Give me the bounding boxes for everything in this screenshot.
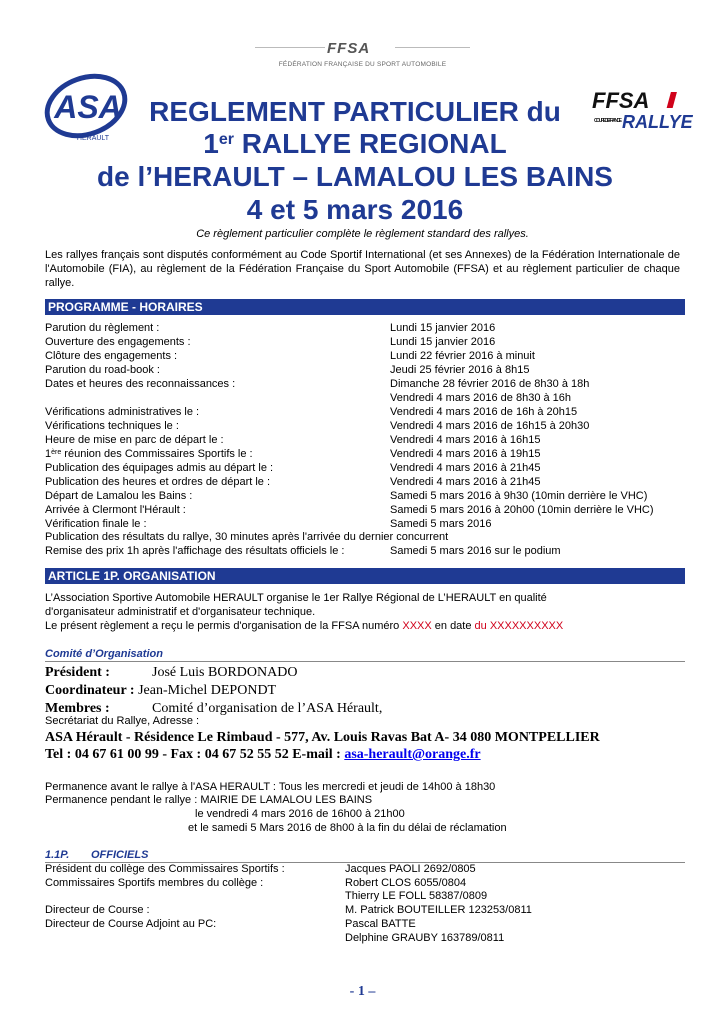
- officiel-name: Delphine GRAUBY 163789/0811: [345, 932, 505, 944]
- programme-row: [45, 518, 685, 532]
- programme-row-value: Vendredi 4 mars 2016 à 21h45: [390, 476, 541, 488]
- permanence-line-1: Permanence avant le rallye à l'ASA HERAULT : Tous les mercredi et jeudi de 14h00 à 18h30: [45, 781, 496, 793]
- intro-paragraph: Les rallyes français sont disputés conformément au Code Sportif International (et ses Annexes) de la Fédération Internationale de l'Automobile (FIA), au règlement de la Fédération Française du Sport Automobile (FFSA) et au règlement particulier de chaque rallye.: [45, 249, 680, 289]
- permit-date: du XXXXXXXXXX: [474, 620, 564, 632]
- officiel-row: [45, 904, 685, 918]
- programme-row: [45, 392, 685, 406]
- contact-line: [45, 746, 481, 764]
- asa-logo-sub: HÉRAULT: [76, 135, 110, 142]
- permanence-line-3: le vendredi 4 mars 2016 de 16h00 à 21h00: [195, 808, 405, 820]
- programme-row-value: Vendredi 4 mars 2016 à 21h45: [390, 462, 541, 474]
- comite-rule: [45, 661, 685, 662]
- president-value: José Luis BORDONADO: [152, 665, 298, 680]
- address-text: ASA Hérault - Résidence Le Rimbaud - 577, Av. Louis Ravas Bat A- 34 080 MONTPELLIER: [45, 730, 600, 745]
- header-rule-right: [395, 47, 470, 48]
- article-line-3-mid: en date: [431, 620, 475, 632]
- officiels-number: 1.1P.: [45, 849, 70, 861]
- programme-results-line: Publication des résultats du rallye, 30 minutes après l'arrivée du dernier concurrent: [45, 531, 449, 543]
- membres-label: Membres :: [45, 701, 110, 716]
- permanence-line-2: Permanence pendant le rallye : MAIRIE DE LAMALOU LES BAINS: [45, 794, 373, 806]
- section-heading-programme: PROGRAMME - HORAIRES: [45, 299, 685, 315]
- programme-row: [45, 448, 685, 462]
- officiel-row: [45, 918, 685, 932]
- programme-prize-row: [45, 545, 685, 559]
- programme-row-label: Clôture des engagements :: [45, 350, 178, 362]
- coordinateur-row: [45, 682, 276, 700]
- officiel-role: Directeur de Course Adjoint au PC:: [45, 918, 217, 930]
- programme-row: [45, 420, 685, 434]
- programme-row-label: Dates et heures des reconnaissances :: [45, 378, 236, 390]
- programme-row-label: [45, 448, 253, 462]
- officiel-row: [45, 877, 685, 891]
- programme-row-value: Samedi 5 mars 2016: [390, 518, 492, 530]
- officiels-title: OFFICIELS: [91, 849, 149, 861]
- asa-logo-text: ASA: [54, 89, 122, 125]
- programme-row-value: Jeudi 25 février 2016 à 8h15: [390, 364, 530, 376]
- officiel-name: Robert CLOS 6055/0804: [345, 877, 467, 889]
- programme-row: [45, 350, 685, 364]
- programme-row: [45, 378, 685, 392]
- officiel-role: Commissaires Sportifs membres du collège :: [45, 877, 264, 889]
- article-line-3-pre: Le présent règlement a reçu le permis d'organisation de la FFSA numéro: [45, 620, 403, 632]
- programme-row-label: Publication des heures et ordres de départ le :: [45, 476, 271, 488]
- programme-row: [45, 406, 685, 420]
- programme-row-value: Vendredi 4 mars 2016 à 16h15: [390, 434, 541, 446]
- programme-row-label-text: réunion des Commissaires Sportifs le :: [61, 448, 253, 460]
- programme-row-value: Lundi 22 février 2016 à minuit: [390, 350, 535, 362]
- programme-row-label: Parution du règlement :: [45, 322, 160, 334]
- secretariat-line: Secrétariat du Rallye, Adresse :: [45, 715, 200, 727]
- title-line-1: REGLEMENT PARTICULIER du: [149, 96, 561, 127]
- officiel-row: [45, 863, 685, 877]
- programme-row-label-sup: ère: [51, 449, 62, 456]
- programme-row-label: Vérifications techniques le :: [45, 420, 179, 432]
- programme-row: [45, 490, 685, 504]
- section-heading-article-1p: ARTICLE 1P. ORGANISATION: [45, 568, 685, 584]
- header-rule-left: [255, 47, 325, 48]
- officiel-role: Président du collège des Commissaires Sportifs :: [45, 863, 285, 875]
- title-line-3: de l’HERAULT – LAMALOU LES BAINS: [97, 161, 613, 192]
- officiel-row: [45, 932, 685, 946]
- programme-row-value: Samedi 5 mars 2016 à 20h00 (10min derrière le VHC): [390, 504, 654, 516]
- programme-row-label: Heure de mise en parc de départ le :: [45, 434, 224, 446]
- programme-row: [45, 504, 685, 518]
- rallye-logo-rallye: RALLYE: [622, 112, 693, 132]
- programme-row-value: Lundi 15 janvier 2016: [390, 336, 496, 348]
- programme-row-value: Dimanche 28 février 2016 de 8h30 à 18h: [390, 378, 590, 390]
- officiel-role: Directeur de Course :: [45, 904, 150, 916]
- address-line: [45, 729, 600, 747]
- programme-row-value: Vendredi 4 mars 2016 de 16h15 à 20h30: [390, 420, 590, 432]
- officiel-name: Jacques PAOLI 2692/0805: [345, 863, 476, 875]
- programme-row-label: Vérifications administratives le :: [45, 406, 200, 418]
- programme-row-value: Lundi 15 janvier 2016: [390, 322, 496, 334]
- officiel-name: M. Patrick BOUTEILLER 123253/0811: [345, 904, 532, 916]
- ffsa-logo-text: FFSA: [327, 40, 371, 57]
- officiel-name: Pascal BATTE: [345, 918, 416, 930]
- president-row: [45, 664, 298, 682]
- programme-row-label: Vérification finale le :: [45, 518, 147, 530]
- programme-row-value: Vendredi 4 mars 2016 de 8h30 à 16h: [390, 392, 572, 404]
- programme-row-label: Parution du road-book :: [45, 364, 160, 376]
- contact-text: Tel : 04 67 61 00 99 - Fax : 04 67 52 55 52 E-mail :: [45, 747, 345, 762]
- permanence-line-4: et le samedi 5 Mars 2016 de 8h00 à la fin du délai de réclamation: [188, 822, 507, 834]
- programme-prize-value: Samedi 5 mars 2016 sur le podium: [390, 545, 561, 557]
- programme-row-label: Arrivée à Clermont l'Hérault :: [45, 504, 186, 516]
- coordinateur-value: Jean-Michel DEPONDT: [134, 683, 277, 698]
- programme-row-value: Vendredi 4 mars 2016 de 16h à 20h15: [390, 406, 578, 418]
- page-number: - 1 –: [349, 984, 376, 999]
- programme-row: [45, 462, 685, 476]
- subtitle: Ce règlement particulier complète le règlement standard des rallyes.: [196, 228, 529, 240]
- programme-row-value: Vendredi 4 mars 2016 à 19h15: [390, 448, 541, 460]
- comite-heading: Comité d’Organisation: [45, 648, 163, 660]
- programme-row-label: Ouverture des engagements :: [45, 336, 191, 348]
- programme-row-label: Publication des équipages admis au départ le :: [45, 462, 274, 474]
- rallye-logo-ffsa: FFSA: [592, 88, 650, 113]
- programme-row: [45, 322, 685, 336]
- article-line-1: L’Association Sportive Automobile HERAULT organise le 1er Rallye Régional de L’HERAULT en qualité: [45, 592, 547, 604]
- programme-row-value: Samedi 5 mars 2016 à 9h30 (10min derrière le VHC): [390, 490, 648, 502]
- programme-row: [45, 476, 685, 490]
- rallye-logo-coupe: COUPE DE FRANCE: [594, 118, 622, 124]
- article-line-3: [45, 620, 685, 634]
- programme-row-label-num: 1: [45, 448, 52, 460]
- programme-row-label: Départ de Lamalou les Bains :: [45, 490, 193, 502]
- programme-row: [45, 434, 685, 448]
- title-line-2-sup: er: [218, 131, 234, 148]
- title-line-4: 4 et 5 mars 2016: [246, 194, 464, 225]
- title-line-2-rest: RALLYE REGIONAL: [233, 128, 507, 159]
- programme-row: [45, 364, 685, 378]
- title-line-2-num: 1: [203, 128, 219, 159]
- programme-row: [45, 336, 685, 350]
- officiel-row: [45, 890, 685, 904]
- permit-number: XXXX: [402, 620, 432, 632]
- title-line-2: [60, 127, 650, 161]
- ffsa-subtitle: FÉDÉRATION FRANÇAISE DU SPORT AUTOMOBILE: [278, 61, 447, 68]
- ffsa-header-logo: [255, 40, 470, 76]
- president-label: Président :: [45, 665, 110, 680]
- membres-value: Comité d’organisation de l’ASA Hérault,: [152, 701, 383, 716]
- officiel-name: Thierry LE FOLL 58387/0809: [345, 890, 488, 902]
- email-link[interactable]: asa-herault@orange.fr: [344, 747, 481, 762]
- programme-prize-label: Remise des prix 1h après l'affichage des résultats officiels le :: [45, 545, 345, 557]
- coordinateur-label: Coordinateur :: [45, 683, 135, 698]
- article-line-2: d'organisateur administratif et d'organisateur technique.: [45, 606, 316, 618]
